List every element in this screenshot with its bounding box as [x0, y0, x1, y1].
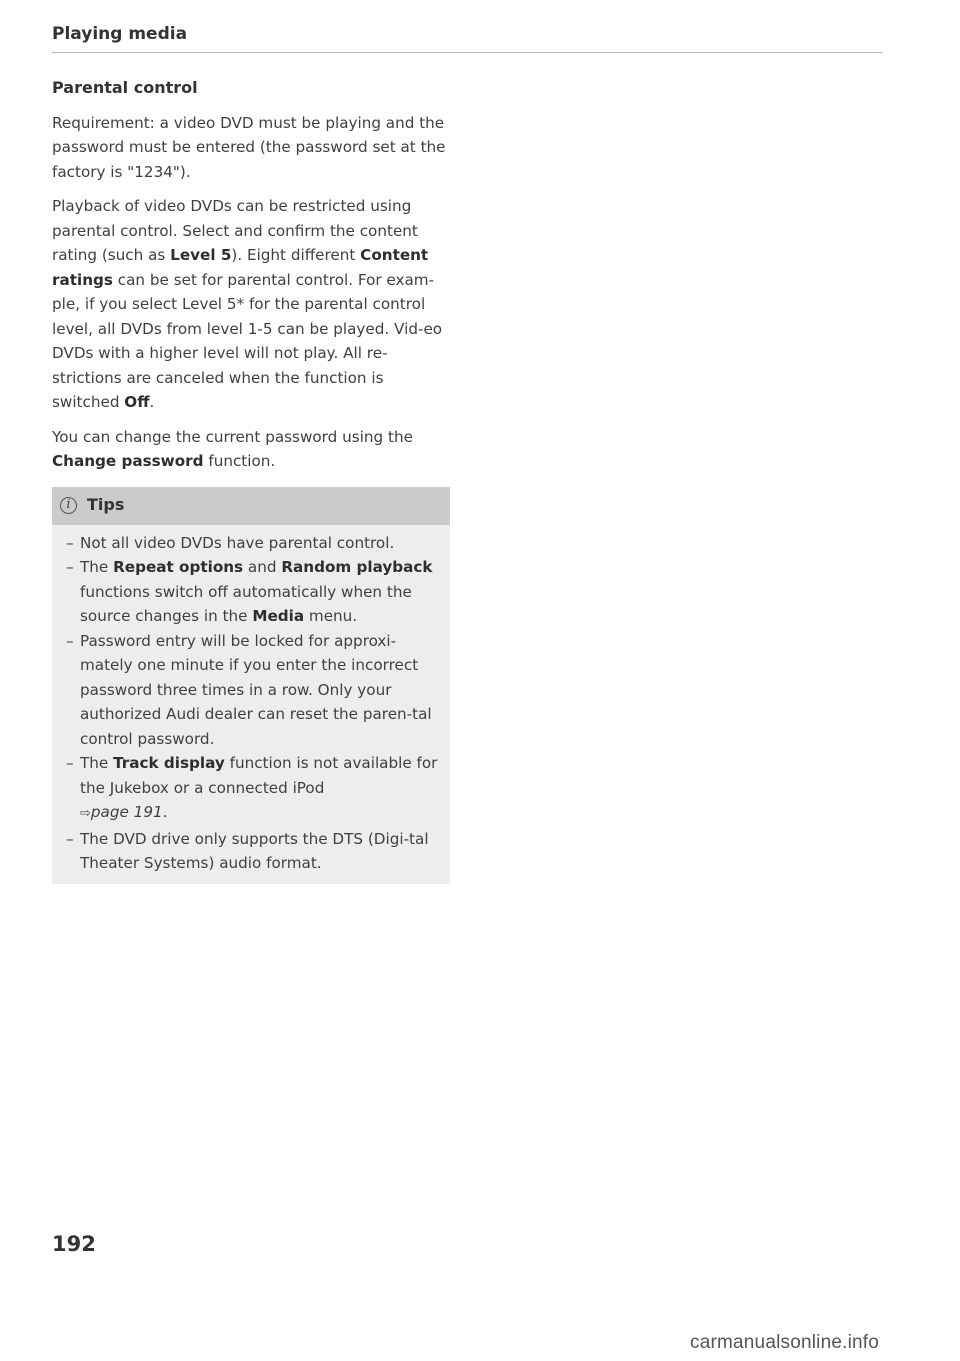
section-heading: Parental control — [52, 78, 198, 97]
tips-list — [52, 525, 450, 884]
section-header-title: Playing media — [52, 24, 188, 44]
info-icon: i — [60, 497, 77, 514]
tip-item: – Not all video DVDs have parental control. — [66, 533, 395, 552]
requirement-paragraph: Requirement: a video DVD must be playing and the password must be entered (the password set at the factory is "1234"). — [52, 113, 446, 181]
content-column — [52, 76, 450, 884]
tip-item: – The Repeat options and Random playback functions switch off automatically when the source changes in the Media menu. — [66, 558, 433, 625]
off-term: Off — [124, 393, 150, 411]
tip-item: – The Track display function is not available for the Jukebox or a connected iPod ⇨page 191. — [66, 754, 438, 821]
content-ratings-term: Content ratings — [52, 246, 429, 289]
tips-header — [52, 487, 450, 525]
change-password-term: Change password — [52, 452, 204, 470]
watermark: carmanualsonline.info — [690, 1332, 880, 1353]
tip-item: – Password entry will be locked for approxi-mately one minute if you enter the incorrect password three times in a row. Only your authorized Audi dealer can reset the paren-tal control password. — [66, 631, 432, 748]
arrow-right-icon: ⇨ — [80, 806, 91, 821]
level-5-term: Level 5 — [170, 246, 232, 264]
change-password-paragraph: You can change the current password using the Change password function. — [52, 427, 413, 470]
page-reference-link[interactable]: ⇨page 191 — [80, 803, 163, 821]
tips-box — [52, 487, 450, 884]
tip-item: – The DVD drive only supports the DTS (Digi-tal Theater Systems) audio format. — [66, 829, 429, 872]
parental-control-paragraph: Playback of video DVDs can be restricted using parental control. Select and confirm the content rating (such as Level 5). Eight different Content ratings can be set for parental control. For exam-ple, if you select Level 5* for the parental control level, all DVDs from level 1-5 can be played. Vid-eo DVDs with a higher level will not play. All re-strictions are canceled when the function is switched Off. — [52, 197, 443, 411]
page-number: 192 — [52, 1232, 96, 1256]
tips-title: Tips — [87, 495, 125, 515]
header-divider — [52, 52, 882, 53]
